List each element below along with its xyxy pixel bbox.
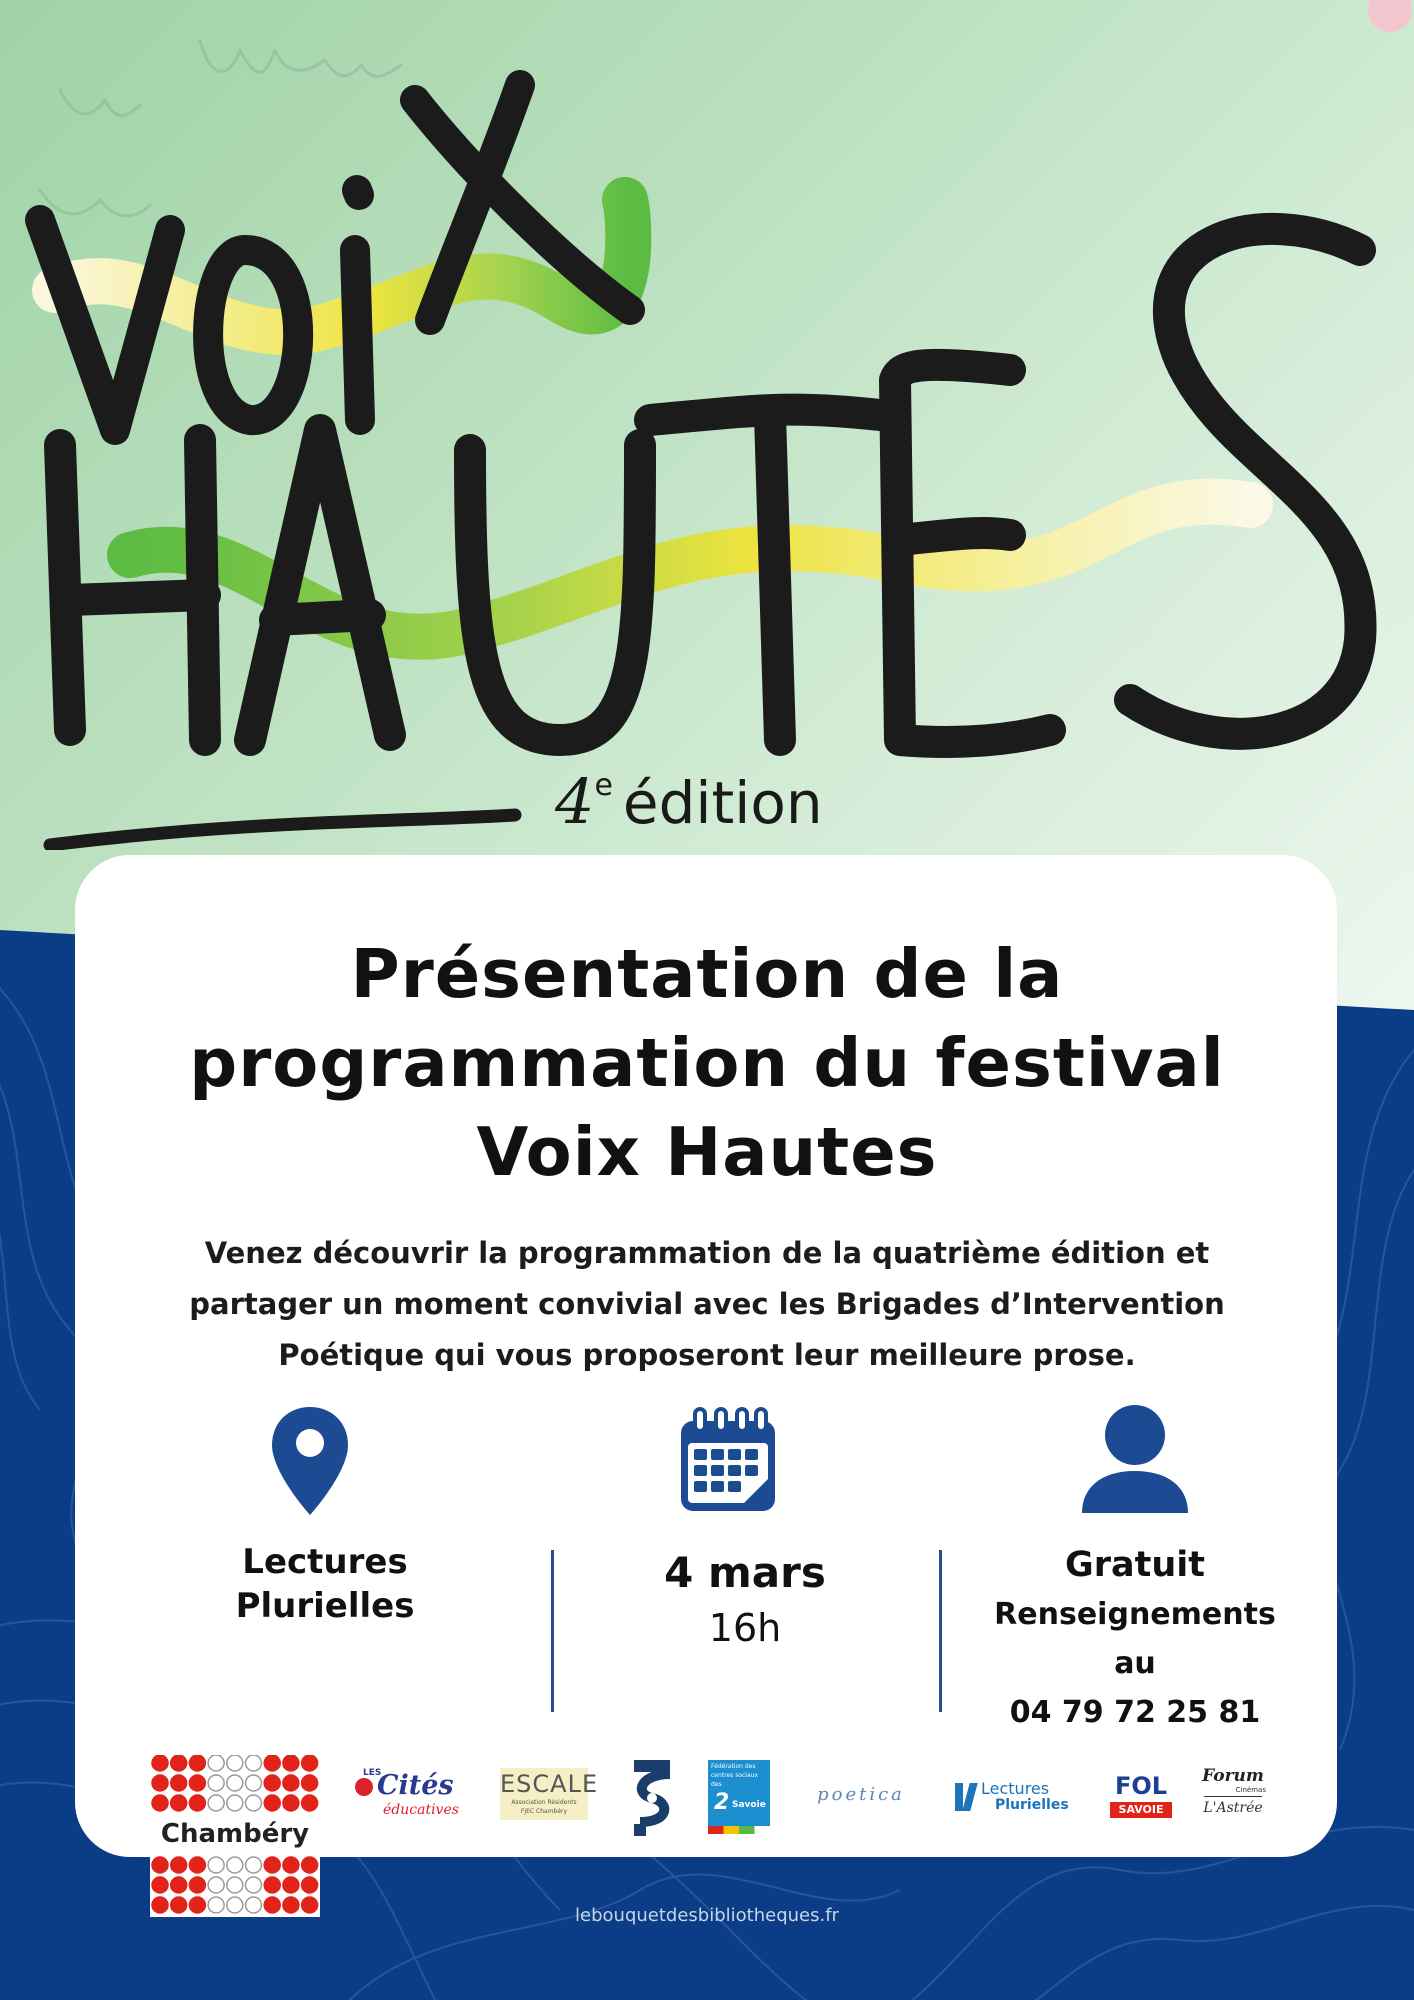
fol-sub: SAVOIE xyxy=(1110,1802,1172,1818)
chambery-dot xyxy=(264,1755,280,1771)
chambery-dot xyxy=(208,1877,224,1893)
phone-number: 04 79 72 25 81 xyxy=(1009,1695,1261,1730)
chambery-dot xyxy=(227,1857,243,1873)
calendar-icon xyxy=(678,1407,778,1514)
chambery-dot xyxy=(152,1755,168,1771)
fed-color-band xyxy=(708,1826,770,1834)
cites-main: Cités xyxy=(377,1770,454,1801)
fol-savoie-logo xyxy=(1108,1772,1174,1820)
edition-label xyxy=(555,765,823,845)
chambery-dot xyxy=(302,1775,318,1791)
edition-word: édition xyxy=(622,769,823,837)
chambery-dot xyxy=(302,1857,318,1873)
chambery-dot xyxy=(283,1857,299,1873)
chambery-dot xyxy=(264,1877,280,1893)
price-label: Gratuit xyxy=(1065,1545,1205,1585)
forum-main: Forum xyxy=(1202,1766,1264,1786)
voix-hautes-logo xyxy=(0,0,1414,850)
fed-number: 2 xyxy=(714,1790,730,1815)
escale-sub-1: Association Résidents xyxy=(511,1799,577,1806)
chambery-dot xyxy=(283,1795,299,1811)
chambery-dot xyxy=(246,1795,262,1811)
chambery-dot xyxy=(227,1755,243,1771)
headline-line-1: Présentation de la xyxy=(350,935,1064,1013)
chambery-dot xyxy=(283,1755,299,1771)
chambery-dot xyxy=(246,1877,262,1893)
chambery-dot xyxy=(152,1795,168,1811)
chambery-dot xyxy=(264,1775,280,1791)
edition-suffix: e xyxy=(594,768,613,803)
cites-face-icon xyxy=(355,1778,373,1796)
price-info xyxy=(960,1540,1310,1737)
chambery-dot xyxy=(171,1775,187,1791)
chambery-dot xyxy=(189,1755,205,1771)
escale-main: ESCALE xyxy=(500,1770,599,1798)
headline-line-2: programmation du festival xyxy=(189,1024,1225,1102)
chambery-dot xyxy=(152,1857,168,1873)
chambery-dot xyxy=(208,1755,224,1771)
event-headline xyxy=(0,930,1414,1197)
headline-line-3: Voix Hautes xyxy=(476,1113,938,1191)
chambery-dot xyxy=(227,1877,243,1893)
fed-line-2: centres sociaux xyxy=(711,1772,758,1779)
fed-line-3: des xyxy=(711,1781,722,1788)
location-line-2: Plurielles xyxy=(235,1586,415,1626)
chambery-logo xyxy=(150,1755,320,1917)
fed-savoie: Savoie xyxy=(732,1800,766,1810)
event-description xyxy=(150,1228,1264,1381)
event-date: 4 mars xyxy=(664,1548,826,1597)
chambery-dot xyxy=(227,1775,243,1791)
cites-top: LES xyxy=(363,1768,382,1778)
chambery-dot xyxy=(171,1857,187,1873)
chambery-name: Chambéry xyxy=(160,1819,310,1849)
person-icon xyxy=(1080,1405,1190,1513)
chambery-dot xyxy=(152,1877,168,1893)
chambery-dot xyxy=(246,1775,262,1791)
column-divider-1 xyxy=(551,1550,554,1712)
website-url[interactable]: lebouquetdesbibliotheques.fr xyxy=(575,1905,839,1926)
escale-sub-2: FJEC Chambéry xyxy=(520,1808,568,1815)
cites-educatives-logo xyxy=(355,1768,470,1826)
forum-sub: Cinémas xyxy=(1235,1786,1266,1794)
location-info xyxy=(175,1540,475,1628)
column-divider-2 xyxy=(939,1550,942,1712)
lp-line-1: Lectures xyxy=(981,1779,1050,1798)
chambery-dot xyxy=(283,1775,299,1791)
event-time: 16h xyxy=(708,1606,782,1650)
poetica-logo: poetica xyxy=(817,1784,905,1805)
chambery-dot xyxy=(208,1775,224,1791)
description-line-2: partager un moment convivial avec les Brigades d’Intervention xyxy=(189,1287,1225,1321)
cites-sub: éducatives xyxy=(383,1802,459,1818)
escale-logo xyxy=(500,1768,599,1820)
chambery-dot xyxy=(189,1877,205,1893)
chambery-dot xyxy=(227,1795,243,1811)
lp-bar-1 xyxy=(955,1783,963,1811)
description-line-1: Venez découvrir la programmation de la quatrième édition et xyxy=(204,1236,1210,1270)
chambery-dot xyxy=(152,1775,168,1791)
forum-divider xyxy=(1204,1796,1262,1797)
description-line-3: Poétique qui vous proposeront leur meilleure prose. xyxy=(278,1338,1136,1372)
chambery-dot xyxy=(189,1795,205,1811)
chambery-dot xyxy=(302,1755,318,1771)
chambery-dot xyxy=(171,1877,187,1893)
astree-name: L'Astrée xyxy=(1203,1800,1263,1816)
chambery-dot xyxy=(171,1795,187,1811)
forum-astree-logo xyxy=(1200,1766,1266,1832)
info-line-1: Renseignements xyxy=(994,1597,1276,1632)
location-line-1: Lectures xyxy=(242,1542,408,1582)
chambery-dot xyxy=(302,1795,318,1811)
federation-centres-sociaux-logo xyxy=(708,1760,770,1834)
lp-line-2: Plurielles xyxy=(995,1797,1069,1813)
lp-bar-2 xyxy=(962,1783,978,1811)
map-pin-icon xyxy=(270,1405,350,1517)
fol-main: FOL xyxy=(1114,1772,1168,1800)
info-line-2: au xyxy=(1114,1646,1156,1681)
spiral-logo-icon xyxy=(630,1760,674,1836)
chambery-dot xyxy=(208,1857,224,1873)
edition-number: 4 xyxy=(555,765,595,838)
chambery-dot xyxy=(283,1877,299,1893)
chambery-dot xyxy=(302,1877,318,1893)
lectures-plurielles-logo xyxy=(955,1779,1075,1819)
chambery-dot xyxy=(246,1755,262,1771)
chambery-dot xyxy=(208,1795,224,1811)
date-info xyxy=(595,1545,895,1655)
fed-line-1: Fédération des xyxy=(711,1763,756,1770)
chambery-dot xyxy=(264,1857,280,1873)
chambery-dot xyxy=(246,1857,262,1873)
chambery-dot xyxy=(264,1795,280,1811)
chambery-dot xyxy=(171,1755,187,1771)
chambery-dot xyxy=(189,1775,205,1791)
chambery-dot xyxy=(189,1857,205,1873)
